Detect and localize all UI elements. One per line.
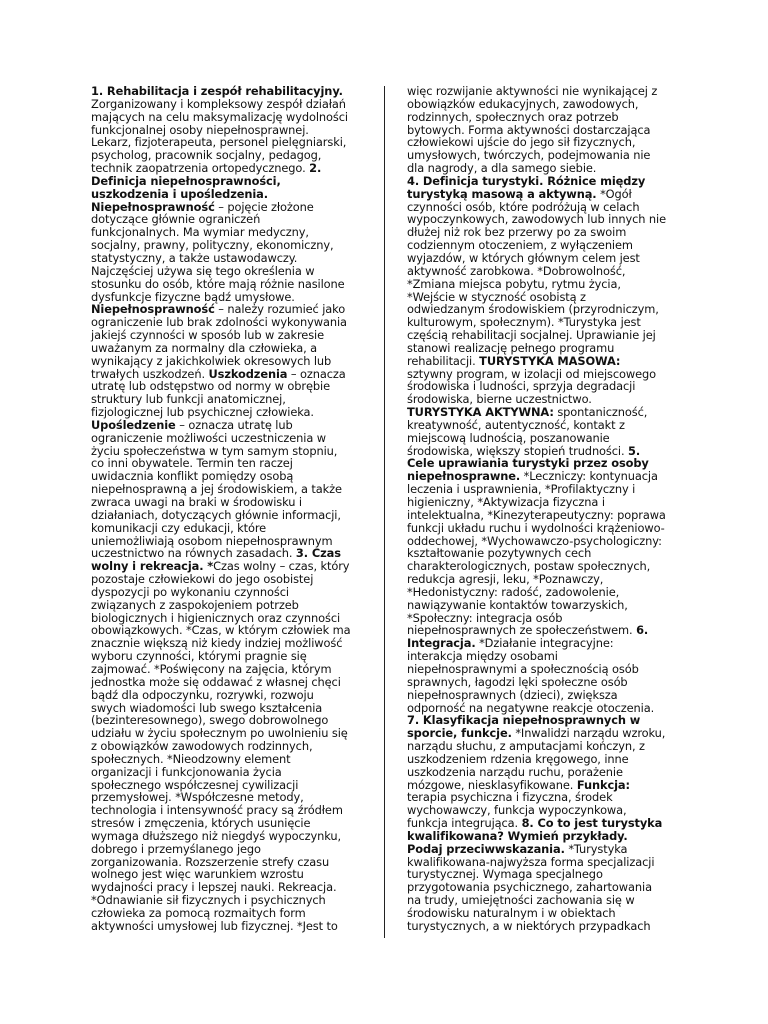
bold-text: Integracja. [407, 636, 476, 651]
text-run: – pojęcie złożone [214, 199, 314, 214]
text-run: – oznacza [287, 366, 346, 381]
text-run: stresów i zmęczenia, których usunięcie [91, 816, 311, 831]
text-run: intelektualna, *Kinezyterapeutyczny: poprawa [407, 507, 666, 522]
text-run: organizacji i funkcjonowania życia [91, 764, 282, 779]
text-run: obowiązków edukacyjnych, zawodowych, [407, 96, 639, 111]
text-run: *Ogół [596, 186, 632, 201]
text-run: – należy rozumieć jako [214, 302, 346, 317]
bold-text: TURYSTYKA MASOWA: [479, 353, 621, 368]
text-run: jakiejś czynności w sposób lub w zakresie [91, 328, 325, 343]
text-run: ograniczenie możliwości uczestniczenia w [91, 430, 326, 445]
bold-text: 7. Klasyfikacja niepełnosprawnych w [407, 713, 641, 728]
text-run: *Hedonistyczny: radość, zadowolenie, [407, 584, 620, 599]
text-run: znacznie większą niż kiedy indziej możliwość [91, 636, 343, 651]
text-run: uszkodzeniem rdzenia kręgowego, inne [407, 751, 629, 766]
text-run: wymaga dłuższego niż niegdyś wypoczynku, [91, 828, 342, 843]
text-run: stanowi realizację pełnego programu [407, 340, 615, 355]
text-run: wydajności pracy i lepszej nauki. Rekreacja. [91, 880, 337, 895]
text-run: niepełnosprawną a jej środowiskiem, a także [91, 482, 342, 497]
text-run: uważanym za normalny dla człowieka, a [91, 340, 318, 355]
text-run: trwałych uszkodzeń. [91, 366, 209, 381]
text-run: funkcja integrująca. [407, 816, 522, 831]
text-run: dobrego i przemyślanego jego [91, 841, 261, 856]
text-run: kreatywność, autentyczność, kontakt z [407, 417, 625, 432]
text-run: środowiska i ludności, sprzyja degradacji [407, 379, 636, 394]
text-run: dysfunkcje fizyczne bądź umysłowe. [91, 289, 295, 304]
text-run: zorganizowania. Rozszerzenie strefy czasu [91, 854, 330, 869]
text-run: turystycznej. Wymaga specjalnego [407, 867, 603, 882]
bold-text: Uszkodzenia [208, 366, 288, 381]
text-run: Czas wolny – czas, który [213, 559, 350, 574]
text-run: przygotowania psychicznego, zahartowania [407, 880, 652, 895]
bold-text: Upośledzenie [91, 417, 176, 432]
text-run: fizjologicznej lub psychicznej człowieka. [91, 405, 314, 420]
bold-text: 8. Co to jest turystyka [521, 816, 663, 831]
text-run: więc rozwijanie aktywności nie wynikającej z [407, 84, 658, 98]
text-run: utratę lub odstępstwo od normy w obrębie [91, 379, 331, 394]
bold-text: 6. [636, 623, 649, 638]
text-run: leczenia i usprawnienia, *Profilaktyczny i [407, 482, 636, 497]
text-run: mających na celu maksymalizację wydolności [91, 109, 348, 124]
column-divider [384, 86, 385, 938]
bold-text: 5. [628, 443, 641, 458]
text-run: *Leczniczy: kontynuacja [520, 469, 658, 484]
text-run: odwiedzanym środowiskiem (przyrodniczym, [407, 302, 659, 317]
text-run: charakterologicznych, postaw społecznych, [407, 559, 651, 574]
text-run: aktywność zarobkowa. *Dobrowolność, [407, 263, 626, 278]
text-run: odporność na negatywne reakcje otoczenia. [407, 700, 655, 715]
text-run: zwraca uwagi na braki w środowisku i [91, 495, 302, 509]
text-run: codziennym otoczeniem, z wyłączeniem [407, 238, 633, 253]
text-run: *Inwalidzi narządu wzroku, [511, 726, 666, 741]
text-run: działaniach, dotyczących głównie informacji, [91, 507, 341, 522]
text-run: dla nagrody, a dla samego siebie. [407, 161, 597, 176]
bold-text: Cele uprawiania turystyki przez osoby [407, 456, 649, 471]
text-run: rodzinnych, społecznych oraz potrzeb [407, 109, 619, 124]
text-run: interakcja między osobami [407, 649, 558, 664]
text-run: funkcjonalnej osoby niepełnosprawnej. [91, 122, 309, 137]
text-run: *Turystyka [564, 841, 628, 856]
text-run: społecznego współczesnej cywilizacji [91, 777, 299, 792]
bold-text: 1. Rehabilitacja i zespół rehabilitacyjny. [91, 84, 343, 98]
text-run: statystyczny, a także ustawodawczy. [91, 250, 298, 265]
text-run: przemysłowej. *Współczesne metody, [91, 790, 304, 805]
text-run: wolnego jest więc warunkiem wzrostu [91, 867, 304, 882]
text-run: czynności osób, które podróżują w celach [407, 199, 640, 214]
text-run: człowiekowi ujście do jego sił fizycznych, [407, 135, 636, 150]
text-run: technik zaopatrzenia ortopedycznego. [91, 161, 310, 176]
text-run: socjalny, prawny, polityczny, ekonomiczny, [91, 238, 334, 253]
text-run: *Działanie integracyjne: [475, 636, 614, 651]
text-run: kwalifikowana-najwyższa forma specjalizacji [407, 854, 655, 869]
text-run: higieniczny, *Aktywizacja fizyczna i [407, 495, 605, 509]
text-run: technologia i intensywność pracy są źródłem [91, 803, 343, 818]
text-run: swych wiadomości lub swego kształcenia [91, 700, 323, 715]
text-run: dłużej niż rok bez przerwy po za swoim [407, 225, 627, 240]
text-line [91, 920, 371, 933]
text-run: rehabilitacji. [407, 353, 480, 368]
bold-text: Niepełnosprawność [91, 199, 215, 214]
text-run: zajmować. *Poświęcony na zajęcia, którym [91, 661, 332, 676]
text-run: środowiska, bierne uczestnictwo. [407, 392, 592, 407]
text-run: umysłowych, twórczych, podejmowania nie [407, 148, 651, 163]
bold-text: Definicja niepełnosprawności, [91, 173, 281, 188]
left-column [91, 85, 371, 933]
text-run: struktury lub funkcji anatomicznej, [91, 392, 286, 407]
text-run: (bezinteresownego), swego dobrowolnego [91, 713, 329, 728]
text-run: komunikacji czy edukacji, które [91, 520, 267, 535]
text-run: – oznacza utratę lub [175, 417, 293, 432]
bold-text: 3. Czas [295, 546, 341, 561]
text-run: bądź dla odpoczynku, rozrywki, rozwoju [91, 687, 314, 702]
text-run: spontaniczność, [553, 405, 648, 420]
text-run: nawiązywanie kontaktów towarzyskich, [407, 597, 628, 612]
text-run: społecznych. *Nieodzowny element [91, 751, 291, 766]
bold-text: 4. Definicja turystyki. Różnice między [407, 173, 646, 188]
text-run: niepełnosprawnymi a społecznością osób [407, 661, 639, 676]
text-run: terapia psychiczna i fizyczna, środek [407, 790, 613, 805]
bold-text: sporcie, funkcje. [407, 726, 512, 741]
text-run: oddechowej, *Wychowawczo-psychologiczny: [407, 533, 662, 548]
text-run: wyboru czynności, którymi pragnie się [91, 649, 307, 664]
text-run: aktywności umysłowej lub fizycznej. *Jest to [91, 918, 338, 933]
text-run: funkcji układu ruchu i wydolności krążeniowo- [407, 520, 665, 535]
text-run: kształtowanie pozytywnych cech [407, 546, 592, 561]
text-run: uszkodzenia narządu ruchu, porażenie [407, 764, 623, 779]
bold-text: Niepełnosprawność [91, 302, 215, 317]
text-run: sztywny program, w izolacji od miejscowego [407, 366, 657, 381]
text-run: biologicznych i higienicznych oraz czynności [91, 610, 341, 625]
text-run: *Wejście w styczność osobistą z [407, 289, 586, 304]
text-run: turystycznych, a w niektórych przypadkach [407, 918, 651, 933]
text-run: obowiązkowych. *Czas, w którym człowiek ma [91, 623, 351, 638]
bold-text: Funkcja: [576, 777, 630, 792]
text-run: *Odnawianie sił fizycznych i psychicznych [91, 893, 326, 908]
text-run: wypoczynkowych, zawodowych lub innych nie [407, 212, 666, 227]
text-run: bytowych. Forma aktywności dostarczająca [407, 122, 651, 137]
text-run: *Społeczny: integracja osób [407, 610, 563, 625]
text-run: *Zmiana miejsca pobytu, rytmu życia, [407, 276, 621, 291]
text-run: pozostaje człowiekowi do jego osobistej [91, 572, 314, 587]
text-run: jednostka może się oddawać z własnej chęci [91, 674, 341, 689]
text-run: związanych z zaspokojeniem potrzeb [91, 597, 299, 612]
text-run: Lekarz, fizjoterapeuta, personel pielęgniarski, [91, 135, 347, 150]
text-run: dotyczące głównie ograniczeń [91, 212, 261, 227]
text-run: uwidacznia konflikt pomiędzy osobą [91, 469, 294, 484]
text-run: funkcjonalnych. Ma wymiar medyczny, [91, 225, 309, 240]
text-run: miejscową ludnością, poszanowanie [407, 430, 610, 445]
text-run: co inni obywatele. Termin ten raczej [91, 456, 293, 471]
text-run: życiu społeczeństwa w tym samym stopniu, [91, 443, 338, 458]
text-run: udziału w życiu społecznym po uwolnieniu się [91, 726, 348, 741]
right-column [407, 85, 707, 933]
text-run: psycholog, pracownik socjalny, pedagog, [91, 148, 322, 163]
text-run: środowiska, większy stopień trudności. [407, 443, 629, 458]
text-run: wyjazdów, w których głównym celem jest [407, 250, 640, 265]
text-run: częścią rehabilitacji socjalnej. Uprawianie jej [407, 328, 656, 343]
text-run: dyspozycji po wykonaniu czynności [91, 584, 289, 599]
text-run: niepełnosprawnych ze społeczeństwem. [407, 623, 637, 638]
bold-text: niepełnosprawne. [407, 469, 521, 484]
bold-text: kwalifikowana? Wymień przykłady. [407, 828, 628, 843]
text-run: Najczęściej używa się tego określenia w [91, 263, 315, 278]
text-run: środowisku naturalnym i w obiektach [407, 906, 616, 920]
bold-text: TURYSTYKA AKTYWNA: [407, 405, 554, 420]
text-run: Zorganizowany i kompleksowy zespół działań [91, 96, 346, 111]
bold-text: Podaj przeciwwskazania. [407, 841, 565, 856]
text-run: mózgowe, niesklasyfikowane. [407, 777, 577, 792]
text-run: uczestnictwo na równych zasadach. [91, 546, 296, 561]
text-run: ograniczenie lub brak zdolności wykonywania [91, 315, 347, 330]
text-run: kulturowym, społecznym). *Turystyka jest [407, 315, 641, 330]
text-run: redukcja agresji, leku, *Poznawczy, [407, 572, 604, 587]
bold-text: uszkodzenia i upośledzenia. [91, 186, 268, 201]
text-run: na trudy, umiejętności zachowania się w [407, 893, 635, 908]
bold-text: wolny i rekreacja. * [91, 559, 214, 574]
text-run: wynikający z jakichkolwiek okresowych lub [91, 353, 332, 368]
bold-text: 2. [309, 161, 322, 176]
text-run: niepełnosprawnych (dzieci), zwiększa [407, 687, 618, 702]
text-run: wychowawczy, funkcja wypoczynkowa, [407, 803, 627, 818]
text-run: uniemożliwiają osobom niepełnosprawnym [91, 533, 333, 548]
text-run: z obowiązków zawodowych rodzinnych, [91, 739, 313, 754]
text-run: narządu słuchu, z amputacjami kończyn, z [407, 739, 645, 754]
text-line [407, 920, 707, 933]
text-run: człowieka za pomocą rozmaitych form [91, 906, 306, 920]
bold-text: turystyką masową a aktywną. [407, 186, 597, 201]
text-run: sprawnych, łagodzi lęki społeczne osób [407, 674, 628, 689]
text-run: stosunku do osób, które mają różnie nasilone [91, 276, 345, 291]
